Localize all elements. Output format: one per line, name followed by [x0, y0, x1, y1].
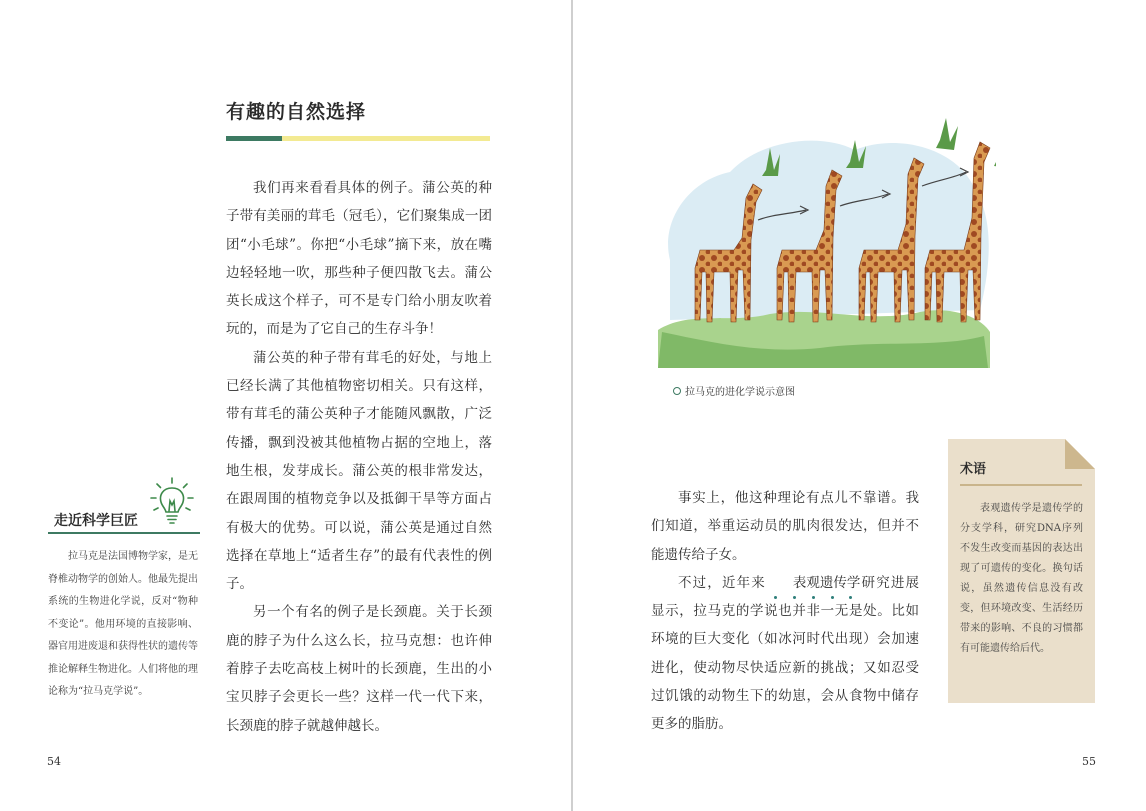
paragraph-weightlifter: 事实上，他这种理论有点儿不靠谱。我们知道，举重运动员的肌肉很发达，但并不能遗传给子女。	[651, 490, 919, 563]
glossary-paragraph: 表观遗传学是遗传学的分支学科，研究DNA序列不发生改变而基因的表达出现了可遗传的变化。换句话说，虽然遗传信息没有改变，但环境改变、生活经历带来的影响、不良的习惯都有可能遗传给后代。	[960, 503, 1083, 654]
emphasized-term	[766, 569, 861, 597]
title-underline-accent	[226, 136, 282, 141]
right-body-text	[651, 484, 919, 739]
caption-text: 拉马克的进化学说示意图	[685, 387, 795, 398]
page-number-left: 54	[47, 755, 61, 768]
paragraph-epigenetics-rest: 研究进展显示，拉马克的学说也并非一无是处。比如环境的巨大变化（如冰河时代出现）会加速进化，使动物尽快适应新的挑战；又如忍受过饥饿的动物生下的幼崽，会从食物中储存更多的脂肪。	[651, 574, 920, 733]
sidebar-paragraph: 拉马克是法国博物学家，是无脊椎动物学的创始人。他最先提出系统的生物进化学说，反对“物种不变论”。他用环境的直接影响、器官用进废退和获得性状的遗传等推论解释生物进化。人们将他的理论称为“拉马克学说”。	[48, 551, 198, 697]
emphasis-dots	[766, 596, 861, 599]
paragraph-epigenetics-start: 不过，近年来	[678, 574, 766, 591]
glossary-text	[960, 499, 1083, 659]
sidebar-heading: 走近科学巨匠	[54, 513, 138, 529]
paragraph-epigenetics	[651, 569, 919, 739]
sidebar-divider	[48, 532, 200, 534]
folded-corner-icon	[1065, 439, 1095, 469]
emphasized-term-text: 表观遗传学	[792, 574, 861, 591]
glossary-box	[948, 439, 1095, 703]
paragraph-dandelion-2: 蒲公英的种子带有茸毛的好处，与地上已经长满了其他植物密切相关。只有这样，带有茸毛的蒲公英种子才能随风飘散，广泛传播，飘到没被其他植物占据的空地上，落地生根，发芽成长。蒲公英的根非常发达，在跟周围的植物竞争以及抵御干旱等方面占有极大的优势。可以说，蒲公英是通过自然选择在草地上“适者生存”的最有代表性的例子。	[226, 349, 492, 593]
left-page	[0, 0, 571, 811]
glossary-divider	[960, 484, 1082, 486]
sidebar-text	[48, 546, 198, 704]
illustration-caption	[673, 383, 795, 398]
lightbulb-icon	[148, 474, 196, 528]
paragraph-dandelion-1: 我们再来看看具体的例子。蒲公英的种子带有美丽的茸毛（冠毛），它们聚集成一团团“小毛球”。你把“小毛球”摘下来，放在嘴边轻轻地一吹，那些种子便四散飞去。蒲公英长成这个样子，可不是专门给小朋友吹着玩的，而是为了它自己的生存斗争！	[226, 180, 492, 338]
left-body-text	[226, 174, 492, 740]
paragraph-giraffe: 另一个有名的例子是长颈鹿。关于长颈鹿的脖子为什么这么长，拉马克想：也许伸着脖子去吃高枝上树叶的长颈鹿，生出的小宝贝脖子会更长一些？这样一代一代下来，长颈鹿的脖子就越伸越长。	[226, 604, 492, 734]
page-number-right: 55	[1082, 755, 1096, 768]
caption-marker-icon	[673, 387, 681, 395]
glossary-title: 术语	[960, 462, 987, 477]
section-title: 有趣的自然选择	[226, 101, 367, 123]
giraffe-evolution-illustration	[650, 110, 996, 368]
